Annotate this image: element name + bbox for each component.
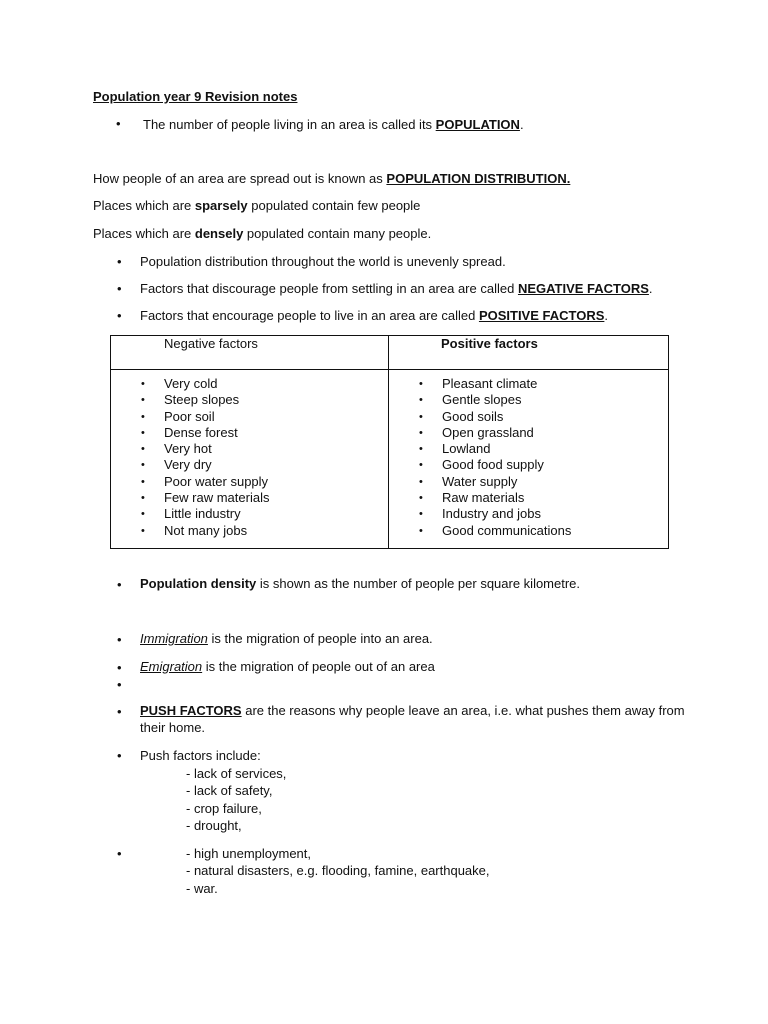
push-item: - crop failure, — [186, 801, 262, 816]
push-sentence-line2: their home. — [140, 720, 206, 735]
sparse-term: sparsely — [194, 198, 248, 213]
list-item: • Dense forest — [111, 425, 388, 441]
positive-list — [389, 370, 668, 539]
immigration-after: is the migration of people into an area. — [207, 631, 433, 646]
immigration-term: Immigration — [140, 631, 208, 646]
list-item: • Lowland — [389, 441, 668, 457]
bullet-marker: • — [117, 660, 122, 675]
push-term: PUSH FACTORS — [140, 703, 242, 718]
dense-before: Places which are — [93, 226, 195, 241]
intro-sentence — [143, 116, 524, 133]
negative-cell — [111, 370, 389, 549]
bullet-marker: • — [117, 254, 122, 269]
bullet-marker: • — [117, 632, 122, 647]
negative-header: Negative factors — [164, 336, 258, 351]
list-item: • Little industry — [111, 506, 388, 522]
push-after: are the reasons why people leave an area, i.e. what pushes them away from — [241, 703, 685, 718]
positive-header: Positive factors — [441, 336, 538, 351]
distribution-text: How people of an area are spread out is known as — [93, 171, 387, 186]
positive-term: POSITIVE FACTORS — [478, 308, 605, 323]
emigration-sentence — [140, 658, 435, 675]
list-item: • Very hot — [111, 441, 388, 457]
population-term: POPULATION — [435, 117, 520, 132]
intro-text: The number of people living in an area is called its — [143, 117, 436, 132]
list-item: • Steep slopes — [111, 392, 388, 408]
push-item: - drought, — [186, 818, 242, 833]
negative-before: Factors that discourage people from settling in an area are called — [140, 281, 518, 296]
table-body-row — [111, 370, 669, 549]
list-item: • Very cold — [111, 376, 388, 392]
list-item: • Pleasant climate — [389, 376, 668, 392]
list-item: • Not many jobs — [111, 523, 388, 539]
distribution-term: POPULATION DISTRIBUTION. — [386, 171, 571, 186]
dense-sentence — [93, 225, 431, 242]
page-title: Population year 9 Revision notes — [93, 89, 298, 104]
sparse-sentence — [93, 197, 420, 214]
dense-term: densely — [194, 226, 244, 241]
push-item: - lack of safety, — [186, 783, 273, 798]
positive-before: Factors that encourage people to live in an area are called — [140, 308, 479, 323]
list-item: • Good soils — [389, 409, 668, 425]
negative-list — [111, 370, 388, 539]
list-item: • Very dry — [111, 457, 388, 473]
list-item: • Raw materials — [389, 490, 668, 506]
list-item: • Poor water supply — [111, 474, 388, 490]
bullet-marker: • — [117, 704, 122, 719]
bullet-marker: • — [117, 308, 122, 323]
density-term: Population density — [140, 576, 257, 591]
list-item: • Industry and jobs — [389, 506, 668, 522]
positive-after: . — [604, 308, 609, 323]
sparse-after: populated contain few people — [247, 198, 421, 213]
emigration-term: Emigration — [140, 659, 203, 674]
density-sentence — [140, 575, 580, 592]
bullet-marker: • — [117, 677, 122, 692]
list-item: • Good food supply — [389, 457, 668, 473]
bullet-marker: • — [116, 116, 121, 131]
dense-after: populated contain many people. — [243, 226, 432, 241]
push-item: - high unemployment, — [186, 846, 312, 861]
positive-cell — [389, 370, 669, 549]
sparse-before: Places which are — [93, 198, 195, 213]
negative-after: . — [648, 281, 653, 296]
negative-sentence — [140, 280, 653, 297]
emigration-after: is the migration of people out of an area — [202, 659, 435, 674]
list-item: • Few raw materials — [111, 490, 388, 506]
push-sentence — [140, 702, 685, 719]
bullet-marker: • — [117, 846, 122, 861]
positive-sentence — [140, 307, 608, 324]
push-item: - lack of services, — [186, 766, 287, 781]
list-item: • Good communications — [389, 523, 668, 539]
bullet-marker: • — [117, 577, 122, 592]
push-item: - war. — [186, 881, 218, 896]
list-item: • Open grassland — [389, 425, 668, 441]
negative-term: NEGATIVE FACTORS — [517, 281, 649, 296]
intro-end: . — [519, 117, 524, 132]
density-after: is shown as the number of people per square kilometre. — [256, 576, 581, 591]
bullet-marker: • — [117, 281, 122, 296]
list-item: • Poor soil — [111, 409, 388, 425]
negative-header-cell — [111, 336, 389, 370]
bullet-marker: • — [117, 748, 122, 763]
immigration-sentence — [140, 630, 433, 647]
positive-header-cell — [389, 336, 669, 370]
push-include-label: Push factors include: — [140, 748, 261, 763]
list-item: • Gentle slopes — [389, 392, 668, 408]
list-item: • Water supply — [389, 474, 668, 490]
push-item: - natural disasters, e.g. flooding, famine, earthquake, — [186, 863, 490, 878]
distribution-sentence — [93, 170, 570, 187]
uneven-sentence: Population distribution throughout the world is unevenly spread. — [140, 254, 506, 269]
factors-table — [110, 335, 669, 549]
table-header-row — [111, 336, 669, 370]
